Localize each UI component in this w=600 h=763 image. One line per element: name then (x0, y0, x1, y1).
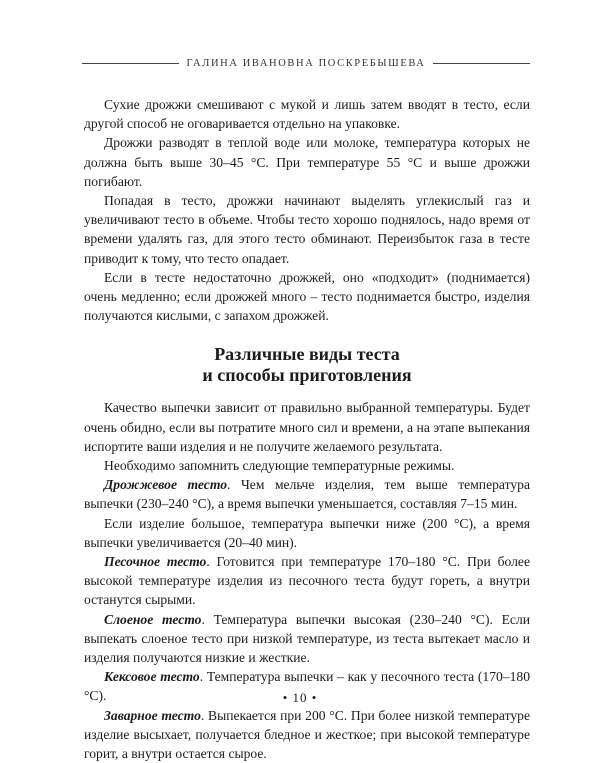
section-title (84, 344, 530, 386)
header-rule-right (433, 63, 530, 64)
text-cake-dough: . Температура выпечки – как у песочного теста (170–180 °С). (84, 669, 530, 704)
paragraph-dry-yeast: Сухие дрожжи смешивают с мукой и лишь затем вводят в тесто, если другой способ не оговаривается отдельно на упаковке. (84, 97, 530, 132)
section-title-line-2: и способы приготовления (202, 365, 412, 386)
paragraph-remember-modes: Необходимо запомнить следующие температурные режимы. (104, 458, 455, 474)
paragraph-baking-quality: Качество выпечки зависит от правильно выбранной температуры. Будет очень обидно, если вы потратите много сил и времени, а на этапе выпекания испортите ваши изделия и не получите желаемого результата. (84, 400, 530, 454)
paragraph-yeast-temperature: Дрожжи разводят в теплой воде или молоке, температура которых не должна быть выше 30–45 °С. При температуре 55 °С и выше дрожжи погибают. (84, 135, 530, 189)
paragraph-yeast-gas: Попадая в тесто, дрожжи начинают выделять углекислый газ и увеличивают тесто в объеме. Чтобы тесто хорошо поднялось, надо время от времени удалять газ, для этого тесто обминают. Переизбыток газа в тесте приводит к тому, что тесто опадает. (84, 193, 530, 266)
paragraph-yeast-dough (84, 475, 530, 513)
paragraph-shortcrust-dough (84, 552, 530, 610)
term-cake-dough: Кексовое тесто (104, 669, 200, 685)
page-number: • 10 • (282, 690, 318, 705)
body-text (84, 95, 530, 763)
term-choux-pastry: Заварное тесто (104, 707, 201, 723)
term-puff-pastry: Слоеное тесто (104, 611, 202, 627)
paragraph-choux-pastry (84, 706, 530, 763)
header-rule-left (82, 63, 179, 64)
section-title-line-1: Различные виды теста (214, 344, 400, 365)
paragraph-yeast-amount: Если в тесте недостаточно дрожжей, оно «подходит» (поднимается) очень медленно; если дрожжей много – тесто поднимается быстро, изделия получаются кислыми, с запахом дрожжей. (84, 269, 530, 324)
running-title: ГАЛИНА ИВАНОВНА ПОСКРЕБЫШЕВА (186, 57, 426, 69)
term-yeast-dough: Дрожжевое тесто (104, 477, 228, 493)
text-yeast-dough: . Чем мельче изделия, тем выше температура выпечки (230–240 °С), а время выпечки уменьшается, составляя 7–15 мин. (84, 477, 530, 512)
running-header (82, 55, 530, 71)
paragraph-puff-pastry (84, 610, 530, 668)
text-choux-pastry: . Выпекается при 200 °С. При более низкой температуре изделие высыхает, получается бледное и жесткое; при высокой температуре горит, а внутри остается сырое. (84, 707, 530, 762)
text-shortcrust-dough: . Готовится при температуре 170–180 °С. При более высокой температуре изделия из песочного теста будут гореть, а внутри останутся сырыми. (84, 554, 531, 608)
term-shortcrust-dough: Песочное тесто (104, 554, 207, 570)
text-large-items: Если изделие большое, температура выпечки ниже (200 °С), а время выпечки увеличивается (20–40 мин). (84, 515, 530, 550)
paragraph-large-items (84, 514, 530, 552)
text-puff-pastry: . Температура выпечки высокая (230–240 °С). Если выпекать слоеное тесто при низкой температуре, из теста вытекает масло и изделия получаются низкие и жесткие. (84, 611, 531, 666)
